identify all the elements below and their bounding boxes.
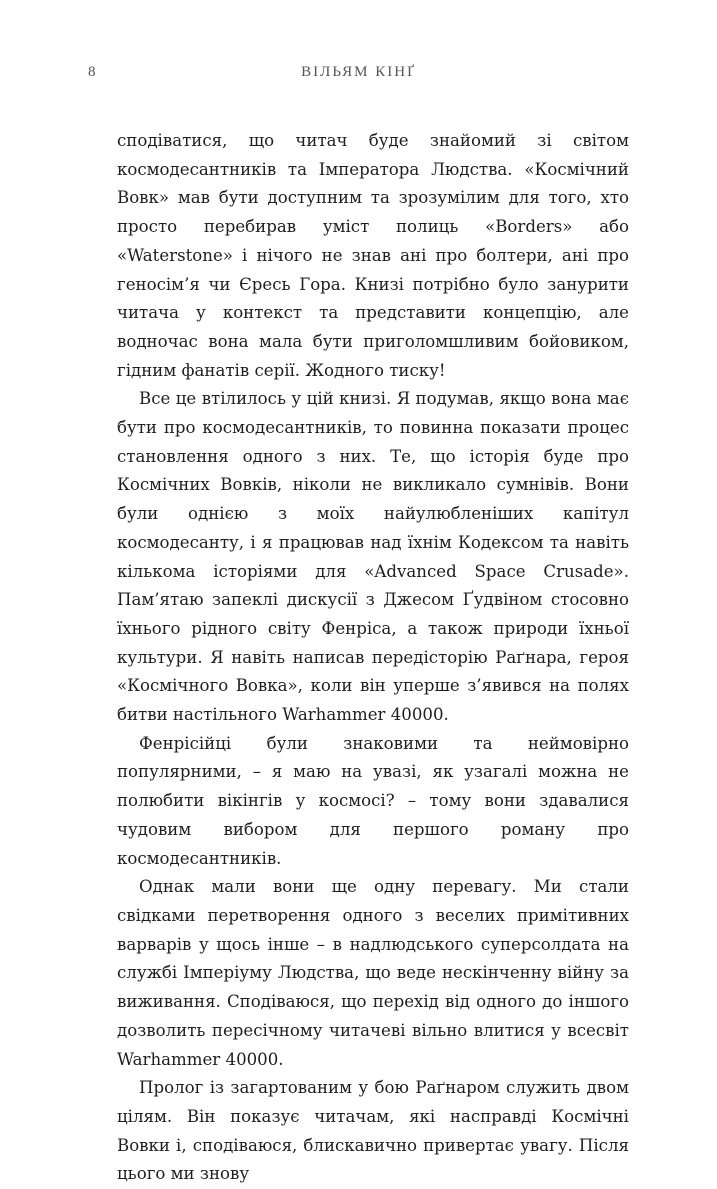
paragraph: Фенрісійці були знаковими та неймовірно популярними, – я маю на увазі, як узагалі можна не полюбити вікінгів у космосі? – тому вони здавалися чудовим вибором для першого роману про космодесантників. — [117, 733, 629, 868]
paragraph: Пролог із загартованим у бою Раґнаром служить двом цілям. Він показує читачам, які насправді Космічні Вовки і, сподіваюся, блискавично привертає увагу. Після цього ми знову — [117, 1078, 629, 1184]
paragraph: сподіватися, що читач буде знайомий зі світом космодесантників та Імператора Людства. «Космічний Вовк» мав бути доступним та зрозумілим для того, хто просто перебирав уміст полиць «Borders» або «Waterstone» і нічого не знав ані про болтери, ані про геносім’я чи Єресь Гора. Книзі потрібно було занурити читача у контекст та представити концепцію, але водночас вона мала бути приголомшливим бойовиком, гідним фанатів серії. Жодного тиску! — [117, 131, 629, 380]
body-text — [117, 127, 629, 1189]
running-title: ВІЛЬЯМ КІНҐ — [301, 64, 416, 80]
page-number: 8 — [88, 64, 96, 80]
paragraph: Однак мали вони ще одну перевагу. Ми стали свідками перетворення одного з веселих примітивних варварів у щось інше – в надлюдського суперсолдата на службі Імперіуму Людства, що веде нескінченну війну за виживання. Сподіваюся, що перехід від одного до іншого дозволить пересічному читачеві вільно влитися у всесвіт Warhammer 40000. — [117, 877, 629, 1069]
paragraph: Все це втілилось у цій книзі. Я подумав, якщо вона має бути про космодесантників, то повинна показати процес становлення одного з них. Те, що історія буде про Космічних Вовків, ніколи не викликало сумнівів. Вони були однією з моїх найулюбленіших капітул космодесанту, і я працював над їхнім Кодексом та навіть кількома історіями для «Advanced Space Crusade». Пам’ятаю запеклі дискусії з Джесом Ґудвіном стосовно їхнього рідного світу Фенріса, а також природи їхньої культури. Я навіть написав передісторію Раґнара, героя «Космічного Вовка», коли він уперше з’явився на полях битви настільного Warhammer 40000. — [117, 389, 629, 725]
